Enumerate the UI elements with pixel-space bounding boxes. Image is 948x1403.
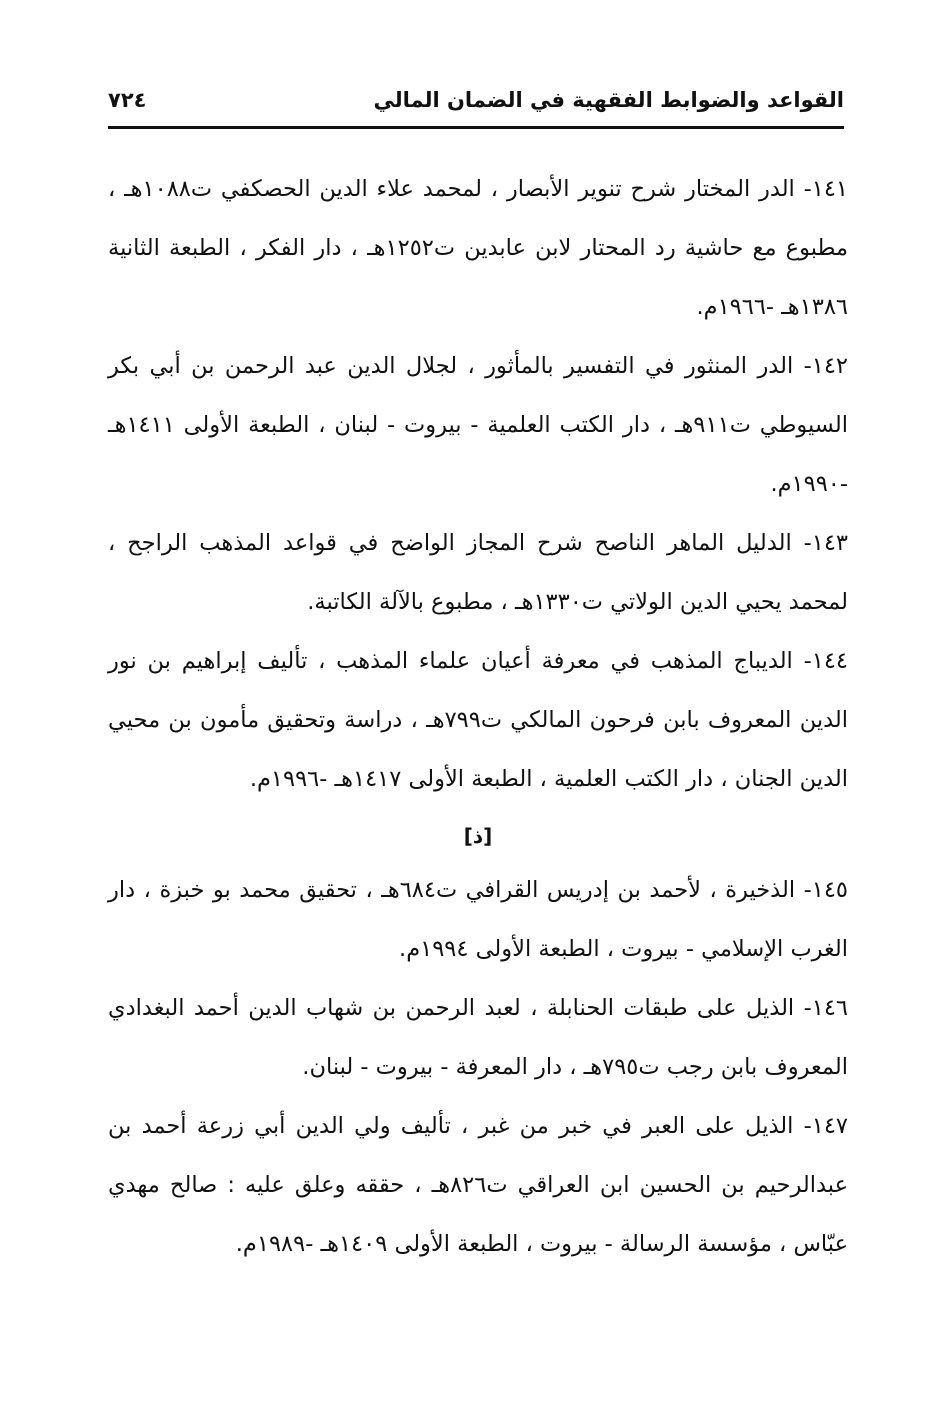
entry-number: ١٤٢- [803, 353, 849, 379]
bibliography-entry-142 [108, 337, 848, 514]
section-letter-heading: [ذ] [463, 824, 493, 848]
bibliography-entry-144 [108, 632, 848, 809]
entry-number: ١٤٤- [803, 648, 848, 674]
bibliography-entry-147 [108, 1097, 848, 1274]
page-number: ٧٢٤ [108, 88, 147, 112]
bibliography-entry-143 [108, 514, 848, 632]
entry-number: ١٤٧- [803, 1113, 848, 1139]
bibliography-entry-146 [108, 979, 848, 1097]
entry-text: الدر المختار شرح تنوير الأبصار ، لمحمد علاء الدين الحصكفي ت١٠٨٨هـ ، مطبوع مع حاشية رد المحتار لابن عابدين ت١٢٥٢هـ ، دار الفكر ، الطبعة الثانية ١٣٨٦هـ -١٩٦٦م. [108, 176, 848, 320]
entry-text: الدليل الماهر الناصح شرح المجاز الواضح في قواعد المذهب الراجح ، لمحمد يحيي الدين الولاتي ت١٣٣٠هـ ، مطبوع بالآلة الكاتبة. [108, 530, 848, 615]
entry-text: الديباج المذهب في معرفة أعيان علماء المذهب ، تأليف إبراهيم بن نور الدين المعروف بابن فرحون المالكي ت٧٩٩هـ ، دراسة وتحقيق مأمون بن محيي الدين الجنان ، دار الكتب العلمية ، الطبعة الأولى ١٤١٧هـ -١٩٩٦م. [108, 648, 849, 792]
entry-text: الذيل على طبقات الحنابلة ، لعبد الرحمن بن شهاب الدين أحمد البغدادي المعروف بابن رجب ت٧٩٥هـ ، دار المعرفة - بيروت - لبنان. [108, 995, 848, 1080]
entry-number: ١٤١- [803, 176, 849, 202]
entry-number: ١٤٦- [803, 995, 849, 1021]
entry-text: الذخيرة ، لأحمد بن إدريس القرافي ت٦٨٤هـ ، تحقيق محمد بو خبزة ، دار الغرب الإسلامي - بيروت ، الطبعة الأولى ١٩٩٤م. [108, 877, 848, 962]
entry-text: الذيل على العبر في خبر من غبر ، تأليف ولي الدين أبي زرعة أحمد بن عبدالرحيم بن الحسين ابن العراقي ت٨٢٦هـ ، حققه وعلق عليه : صالح مهدي عبّاس ، مؤسسة الرسالة - بيروت ، الطبعة الأولى ١٤٠٩هـ -١٩٨٩م. [108, 1113, 849, 1257]
entry-number: ١٤٥- [803, 877, 848, 903]
entry-text: الدر المنثور في التفسير بالمأثور ، لجلال الدين عبد الرحمن بن أبي بكر السيوطي ت٩١١هـ ، دار الكتب العلمية - بيروت - لبنان ، الطبعة الأولى ١٤١١هـ -١٩٩٠م. [108, 353, 848, 497]
running-header [108, 86, 844, 129]
bibliography-entry-145 [108, 861, 848, 979]
header-title: القواعد والضوابط الفقهية في الضمان المالي [373, 88, 844, 112]
bibliography-entry-141 [108, 160, 848, 337]
entry-number: ١٤٣- [803, 530, 848, 556]
bibliography-list [108, 160, 848, 1274]
